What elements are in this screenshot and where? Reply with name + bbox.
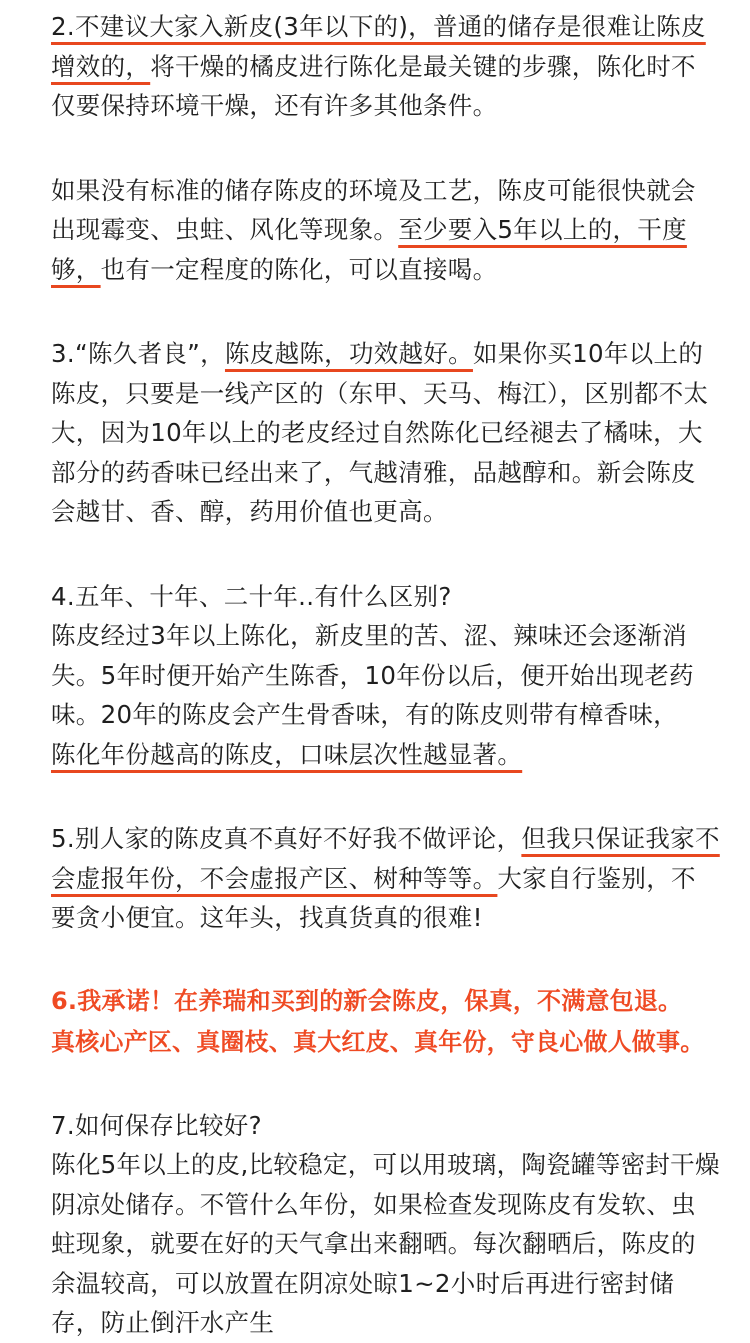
body-text: 5.别人家的陈皮真不真好不好我不做评论， xyxy=(51,824,522,853)
body-text: 如果没有标准的储存陈皮的环境及工艺，陈皮可能很快就会出现霉变、虫蛀、风化等现象。 xyxy=(51,175,696,244)
question-heading: 7.如何保存比较好? xyxy=(51,1110,262,1140)
paragraph-point-5 xyxy=(51,819,720,938)
highlighted-text: 至少要入5年以上的，干度够， xyxy=(51,215,687,284)
highlighted-text: 陈皮越陈，功效越好。 xyxy=(224,339,473,368)
body-text: 大家自行鉴别，不要贪小便宜。这年头，找真货真的很难! xyxy=(51,863,696,932)
promise-paragraph xyxy=(51,981,720,1063)
highlighted-text: 2.不建议大家入新皮(3年以下的)，普通的储存是很难让陈皮增效的， xyxy=(51,12,706,81)
body-text: 将干燥的橘皮进行陈化是最关键的步骤，陈化时不仅要保持环境干燥，还有许多其他条件。 xyxy=(51,51,696,120)
body-text: 陈化5年以上的皮,比较稳定，可以用玻璃，陶瓷罐等密封干燥阴凉处储存。不管什么年份，如果检查发现陈皮有发软、虫蛀现象，就要在好的天气拿出来翻晒。每次翻晒后，陈皮的余温较高，可以放置在阴凉处晾1~2小时后再进行密封储存，防止倒汗水产生 xyxy=(51,1150,720,1337)
body-text: 也有一定程度的陈化，可以直接喝。 xyxy=(100,254,498,284)
question-heading: 4.五年、十年、二十年..有什么区别? xyxy=(51,581,452,611)
paragraph-storage-environment xyxy=(51,171,720,290)
highlighted-text: 但我只保证我家不会虚报年份，不会虚报产区、树种等等。 xyxy=(51,824,720,893)
body-text: 如果你买10年以上的陈皮，只要是一线产区的（东甲、天马、梅江），区别都不太大，因为10年以上的老皮经过自然陈化已经褪去了橘味，大部分的药香味已经出来了，气越清雅，品越醇和。新会陈皮会越甘、香、醇，药用价值也更高。 xyxy=(51,339,709,526)
highlighted-text: 陈化年份越高的陈皮，口味层次性越显著。 xyxy=(51,739,523,769)
promise-line-2: 真核心产区、真圈枝、真大红皮、真年份，守良心做人做事。 xyxy=(51,1027,705,1056)
paragraph-point-3 xyxy=(51,334,720,532)
body-text: 3.“陈久者良”， xyxy=(51,339,225,368)
paragraph-point-4 xyxy=(51,577,720,775)
body-text: 陈皮经过3年以上陈化，新皮里的苦、涩、辣味还会逐渐消失。5年时便开始产生陈香，10年份以后，便开始出现老药味。20年的陈皮会产生骨香味，有的陈皮则带有樟香味， xyxy=(51,621,694,729)
paragraph-point-7 xyxy=(51,1106,720,1343)
promise-line-1: 6.我承诺！在养瑞和买到的新会陈皮，保真，不满意包退。 xyxy=(51,986,683,1015)
paragraph-point-2 xyxy=(51,7,720,126)
